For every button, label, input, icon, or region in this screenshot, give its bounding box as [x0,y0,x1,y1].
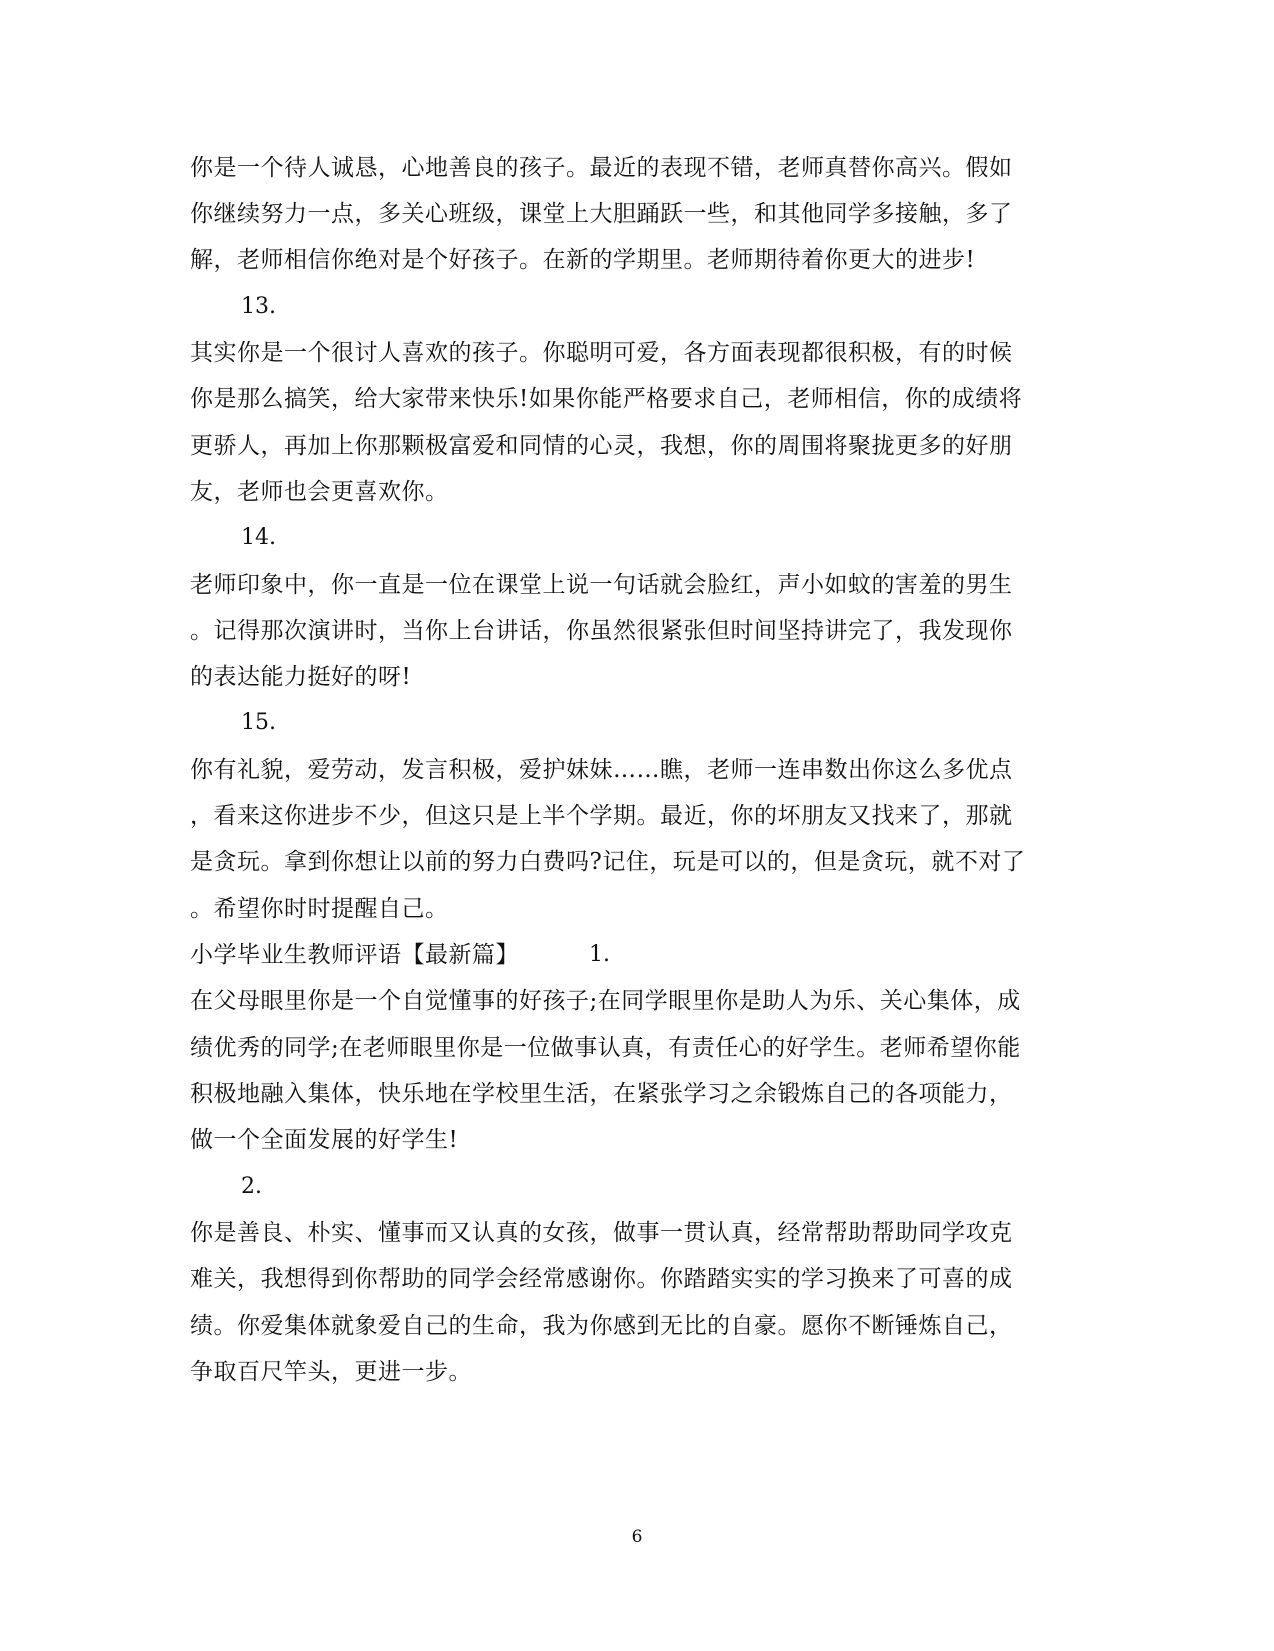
text-line: 的表达能力挺好的呀! [190,664,412,690]
text-line: 其实你是一个很讨人喜欢的孩子。你聪明可爱，各方面表现都很积极，有的时候 [190,340,1013,366]
item-number: 1. [589,942,610,967]
text-line: 你是善良、朴实、懂事而又认真的女孩，做事一贯认真，经常帮助帮助同学攻克 [190,1220,1013,1246]
text-line: 积极地融入集体，快乐地在学校里生活，在紧张学习之余锻炼自己的各项能力， [190,1081,1013,1107]
text-line: 做一个全面发展的好学生! [190,1127,459,1153]
text-line: 你是那么搞笑，给大家带来快乐!如果你能严格要求自己，老师相信，你的成绩将 [190,386,1023,412]
item-number: 2. [241,1174,262,1199]
text-line: ，看来这你进步不少，但这只是上半个学期。最近，你的坏朋友又找来了，那就 [190,803,1013,829]
item-number: 13. [241,294,276,319]
text-line: 绩优秀的同学;在老师眼里你是一位做事认真，有责任心的好学生。老师希望你能 [190,1035,1021,1061]
text-line: 你有礼貌，爱劳动，发言积极，爱护妹妹……瞧，老师一连串数出你这么多优点 [190,757,1013,783]
item-number: 15. [241,710,276,735]
section-heading: 小学毕业生教师评语【最新篇】 [190,942,519,968]
page-number: 6 [631,1527,643,1547]
text-line: 在父母眼里你是一个自觉懂事的好孩子;在同学眼里你是助人为乐、关心集体，成 [190,988,1021,1014]
text-line: 友，老师也会更喜欢你。 [190,479,449,505]
text-line: 你是一个待人诚恳，心地善良的孩子。最近的表现不错，老师真替你高兴。假如 [190,155,1013,181]
item-number: 14. [241,525,276,550]
text-line: 你继续努力一点，多关心班级，课堂上大胆踊跃一些，和其他同学多接触，多了 [190,201,1013,227]
text-line: 老师印象中，你一直是一位在课堂上说一句话就会脸红，声小如蚊的害羞的男生 [190,572,1013,598]
text-line: 是贪玩。拿到你想让以前的努力白费吗?记住，玩是可以的，但是贪玩，就不对了 [190,849,1026,875]
text-line: 更骄人，再加上你那颗极富爱和同情的心灵，我想，你的周围将聚拢更多的好朋 [190,433,1013,459]
text-line: 争取百尺竿头，更进一步。 [190,1359,472,1385]
text-line: 。记得那次演讲时，当你上台讲话，你虽然很紧张但时间坚持讲完了，我发现你 [190,618,1013,644]
text-line: 绩。你爱集体就象爱自己的生命，我为你感到无比的自豪。愿你不断锤炼自己， [190,1313,1013,1339]
text-line: 。希望你时时提醒自己。 [190,896,449,922]
text-line: 解，老师相信你绝对是个好孩子。在新的学期里。老师期待着你更大的进步! [190,247,976,273]
text-line: 难关，我想得到你帮助的同学会经常感谢你。你踏踏实实的学习换来了可喜的成 [190,1266,1013,1292]
